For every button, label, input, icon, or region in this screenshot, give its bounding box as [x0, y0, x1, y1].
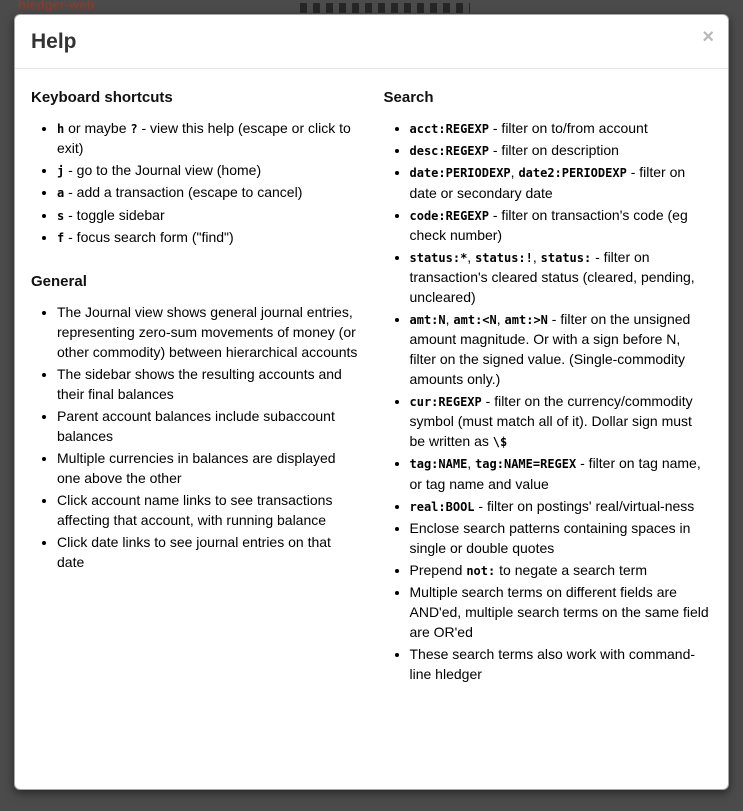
inline-code: ? — [130, 122, 138, 137]
help-list-item: • tag:NAME, tag:NAME=REGEX - filter on tag name, or tag name and value — [410, 453, 711, 493]
help-list-item: • Click account name links to see transactions affecting that account, with running balance — [57, 490, 358, 530]
modal-title: Help — [31, 30, 77, 53]
keyboard-shortcuts-list — [31, 118, 358, 247]
right-column — [384, 85, 711, 692]
inline-code: acct:REGEXP — [409, 122, 489, 137]
inline-code: date:PERIODEXP — [409, 166, 511, 181]
help-list-item: • real:BOOL - filter on postings' real/virtual-ness — [410, 496, 711, 516]
inline-code: not: — [466, 563, 496, 578]
inline-code: status: — [540, 250, 592, 265]
inline-code: desc:REGEXP — [409, 144, 489, 159]
help-modal — [14, 14, 729, 790]
inline-code: f — [57, 230, 65, 245]
inline-code: amt:>N — [504, 312, 548, 327]
general-list — [31, 302, 358, 572]
help-list-item: • Parent account balances include subaccount balances — [57, 406, 358, 446]
help-list-item: • Click date links to see journal entries on that date — [57, 532, 358, 572]
help-list-item: • desc:REGEXP - filter on description — [410, 140, 711, 160]
help-list-item: • The sidebar shows the resulting accounts and their final balances — [57, 364, 358, 404]
help-list-item: • acct:REGEXP - filter on to/from account — [410, 118, 711, 138]
inline-code: status:! — [475, 250, 533, 265]
help-list-item: • j - go to the Journal view (home) — [57, 160, 358, 180]
section-heading-general: General — [31, 272, 87, 290]
help-list-item: • a - add a transaction (escape to cancel) — [57, 182, 358, 202]
section-heading-search: Search — [383, 89, 434, 107]
help-list-item: • Multiple search terms on different fields are AND'ed, multiple search terms on the same field are OR'ed — [410, 582, 711, 642]
inline-code: h — [57, 122, 65, 137]
help-list-item: • h or maybe ? - view this help (escape or click to exit) — [57, 118, 358, 158]
brand-link: hledger-web — [18, 0, 95, 12]
inline-code: tag:NAME — [409, 457, 468, 472]
help-list-item: • code:REGEXP - filter on transaction's code (eg check number) — [410, 205, 711, 245]
help-list-item: • status:*, status:!, status: - filter on transaction's cleared status (cleared, pending, uncleared) — [410, 247, 711, 307]
inline-code: s — [57, 208, 65, 223]
inline-code: a — [57, 186, 65, 201]
modal-body — [15, 69, 728, 702]
inline-code: date2:PERIODEXP — [518, 166, 627, 181]
inline-code: amt:<N — [453, 312, 497, 327]
inline-code: status:* — [409, 250, 468, 265]
help-list-item: • s - toggle sidebar — [57, 205, 358, 225]
help-list-item: • These search terms also work with command-line hledger — [410, 644, 711, 684]
help-list-item: • Prepend not: to negate a search term — [410, 560, 711, 580]
modal-header — [15, 15, 728, 69]
help-list-item: • The Journal view shows general journal entries, representing zero-sum movements of money (or other commodity) between hierarchical accounts — [57, 302, 358, 362]
help-list-item: • cur:REGEXP - filter on the currency/commodity symbol (must match all of it). Dollar sign must be written as \$ — [410, 391, 711, 451]
section-heading-keyboard-shortcuts: Keyboard shortcuts — [31, 89, 173, 107]
help-list-item: • Enclose search patterns containing spaces in single or double quotes — [410, 518, 711, 558]
left-column — [31, 85, 358, 692]
inline-code: j — [57, 164, 65, 179]
inline-code: tag:NAME=REGEX — [475, 457, 577, 472]
help-list-item: • Multiple currencies in balances are displayed one above the other — [57, 448, 358, 488]
inline-code: code:REGEXP — [409, 208, 489, 223]
search-list — [384, 118, 711, 684]
help-list-item: • amt:N, amt:<N, amt:>N - filter on the unsigned amount magnitude. Or with a sign before N, filter on the signed value. (Single-commodity amounts only.) — [410, 309, 711, 389]
partial-page-title — [300, 3, 470, 13]
help-list-item: • f - focus search form ("find") — [57, 227, 358, 247]
inline-code: real:BOOL — [409, 499, 475, 514]
inline-code: cur:REGEXP — [409, 395, 482, 410]
inline-code: \$ — [492, 435, 508, 450]
inline-code: amt:N — [409, 312, 446, 327]
close-icon[interactable]: × — [702, 26, 714, 48]
help-list-item: • date:PERIODEXP, date2:PERIODEXP - filter on date or secondary date — [410, 162, 711, 202]
